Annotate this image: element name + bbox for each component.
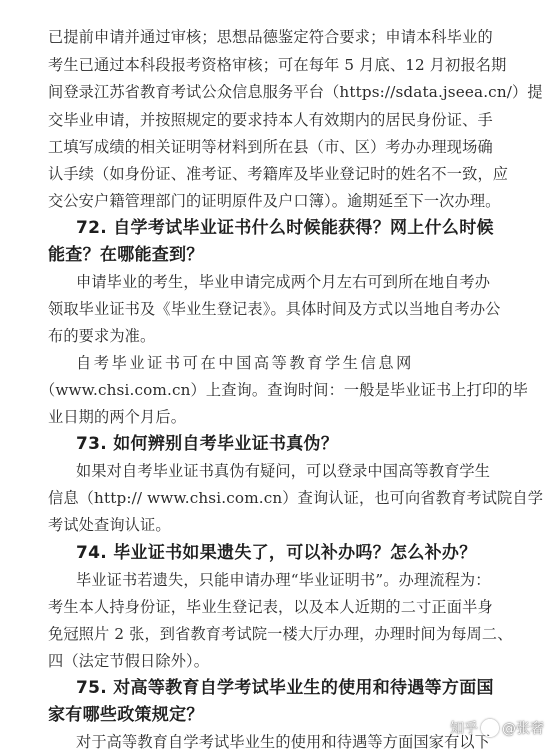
answer-73-line: 信息（http:// www.chsi.com.cn）查询认证，也可向省教育考试院自学 (48, 489, 544, 507)
question-75-title: 75. 对高等教育自学考试毕业生的使用和待遇等方面国 (76, 678, 494, 698)
question-72-title: 72. 自学考试毕业证书什么时候能获得？网上什么时候 (76, 218, 494, 238)
answer-73-line: 考试处查询认证。 (48, 516, 171, 534)
answer-74-line: 四（法定节假日除外）。 (48, 652, 210, 670)
answer-72-line: 申请毕业的考生，毕业申请完成两个月左右可到所在地自考办 (76, 273, 491, 291)
intro-line: 已提前申请并通过审核；思想品德鉴定符合要求；申请本科毕业的 (48, 28, 493, 46)
answer-72-line: 业日期的两个月后。 (48, 408, 187, 426)
intro-line: 工填写成绩的相关证明等材料到所在县（市、区）考办办理现场确 (48, 138, 493, 156)
question-72-title: 能查？在哪能查到？ (48, 245, 204, 265)
answer-72-line: （www.chsi.com.cn）上查询。查询时间：一般是毕业证书上打印的毕 (40, 381, 528, 399)
answer-72-line: 自考毕业证书可在中国高等教育学生信息网 (76, 354, 414, 372)
intro-line: 交公安户籍管理部门的证明原件及户口簿）。逾期延至下一次办理。 (48, 192, 501, 210)
answer-72-line: 领取毕业证书及《毕业生登记表》。具体时间及方式以当地自考办公 (48, 300, 501, 318)
answer-75-line: 对于高等教育自学考试毕业生的使用和待遇等方面国家有以下 (76, 733, 491, 751)
answer-74-line: 免冠照片 2 张，到省教育考试院一楼大厅办理，办理时间为每周二、 (48, 625, 513, 643)
question-73-title: 73. 如何辨别自考毕业证书真伪？ (76, 434, 339, 454)
answer-74-line: 考生本人持身份证，毕业生登记表，以及本人近期的二寸正面半身 (48, 598, 493, 616)
zhihu-watermark (450, 717, 544, 739)
answer-73-line: 如果对自考毕业证书真伪有疑问，可以登录中国高等教育学生 (76, 462, 491, 480)
watermark-site: 知乎 (450, 721, 478, 737)
answer-74-line: 毕业证书若遗失，只能申请办理“毕业证明书”。办理流程为： (76, 571, 491, 589)
answer-72-line: 布的要求为准。 (48, 327, 156, 345)
question-75-title: 家有哪些政策规定？ (48, 705, 204, 725)
question-74-title: 74. 毕业证书如果遗失了，可以补办吗？怎么补办？ (76, 543, 477, 563)
watermark-author: @张奢 (502, 721, 544, 737)
intro-line: 间登录江苏省教育考试公众信息服务平台（https://sdata.jseea.cn/）提 (48, 83, 543, 101)
intro-line: 交毕业申请，并按照规定的要求持本人有效期内的居民身份证、手 (48, 111, 493, 129)
zhihu-logo-icon (481, 719, 499, 737)
intro-line: 认手续（如身份证、准考证、考籍库及毕业登记时的姓名不一致，应 (48, 165, 509, 183)
intro-line: 考生已通过本科段报考资格审核；可在每年 5 月底、12 月初报名期 (48, 56, 507, 74)
